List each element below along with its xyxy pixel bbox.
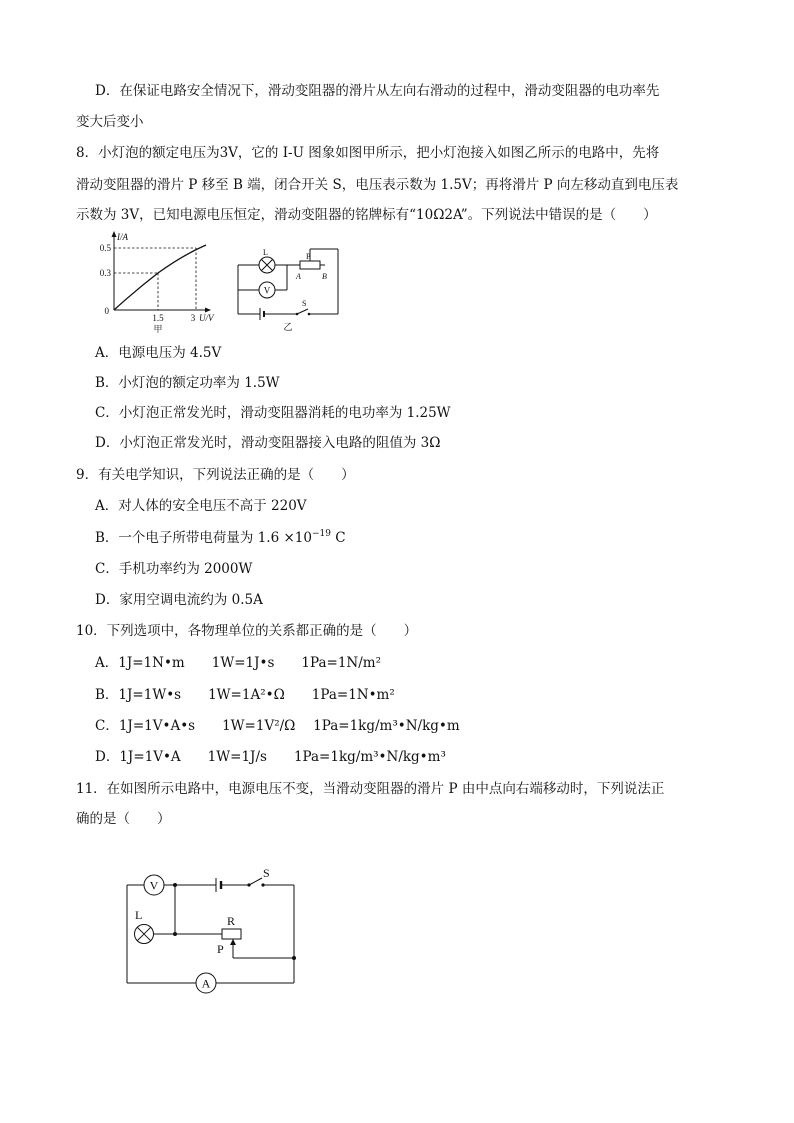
end-b-label: B xyxy=(322,272,327,281)
q9-option-c: C．手机功率约为 2000W xyxy=(95,561,253,577)
q9-option-b xyxy=(95,528,346,548)
voltmeter-label: V xyxy=(263,285,271,296)
slider-label: P xyxy=(217,942,224,956)
q8-figure-yi-circuit xyxy=(230,240,345,330)
q8-stem-line2: 滑动变阻器的滑片 P 移至 B 端，闭合开关 S，电压表示数为 1.5V；再将滑片 P 向左移动直到电压表 xyxy=(76,177,679,193)
y-tick-0-3: 0.3 xyxy=(99,268,111,278)
q10-option-a: A．1J=1N•m 1W=1J•s 1Pa=1N/m² xyxy=(95,655,381,671)
q8-stem-line3: 示数为 3V，已知电源电压恒定，滑动变阻器的铭牌标有“10Ω2A”。下列说法中错误的是（ ） xyxy=(76,207,657,223)
q11-stem-line1: 11．在如图所示电路中，电源电压不变，当滑动变阻器的滑片 P 由中点向右端移动时，下列说法正 xyxy=(76,781,665,797)
rheostat-label: P xyxy=(306,252,311,261)
q8-figure-jia-iu-graph xyxy=(88,228,218,338)
q9-option-a: A．对人体的安全电压不高于 220V xyxy=(95,498,307,514)
x-axis-label: U/V xyxy=(199,313,214,323)
switch-label: S xyxy=(263,866,270,880)
figure-caption-yi: 乙 xyxy=(283,322,293,332)
q7-option-d-line2: 变大后变小 xyxy=(76,114,144,130)
q9-option-b-unit: C xyxy=(330,530,346,546)
q11-stem-line2: 确的是（ ） xyxy=(76,811,171,827)
x-tick-0: 0 xyxy=(104,306,109,316)
x-tick-1-5: 1.5 xyxy=(152,313,164,323)
y-axis-label: I/A xyxy=(117,232,128,242)
q10-option-d: D．1J=1V•A 1W=1J/s 1Pa=1kg/m³•N/kg•m³ xyxy=(95,749,446,765)
q10-stem: 10．下列选项中，各物理单位的关系都正确的是（ ） xyxy=(76,623,418,639)
q10-option-c: C．1J=1V•A•s 1W=1V²/Ω 1Pa=1kg/m³•N/kg•m xyxy=(95,718,460,734)
ammeter-label: A xyxy=(201,976,211,991)
q9-stem: 9．有关电学知识，下列说法正确的是（ ） xyxy=(76,467,355,483)
switch-icon xyxy=(249,878,262,885)
q8-option-a: A．电源电压为 4.5V xyxy=(95,345,222,361)
figure-caption-jia: 甲 xyxy=(153,324,163,334)
voltmeter-label: V xyxy=(149,878,159,893)
lamp-label: L xyxy=(135,908,143,922)
end-a-label: A xyxy=(296,272,301,281)
y-tick-0-5: 0.5 xyxy=(99,243,111,253)
q9-option-b-exponent: −19 xyxy=(311,529,331,539)
q8-stem-line1: 8．小灯泡的额定电压为3V，它的 I-U 图象如图甲所示，把小灯泡接入如图乙所示的电路中，先将 xyxy=(76,145,660,161)
lamp-label: L xyxy=(263,248,268,257)
q11-circuit-figure xyxy=(120,863,305,998)
rheostat-label: R xyxy=(227,914,236,928)
switch-icon xyxy=(297,309,308,314)
q9-option-b-text: B．一个电子所带电荷量为 1.6 ×10 xyxy=(95,530,312,546)
rheostat-icon xyxy=(222,929,241,939)
rheostat-icon xyxy=(300,261,320,269)
q8-option-d: D．小灯泡正常发光时，滑动变阻器接入电路的阻值为 3Ω xyxy=(95,435,441,451)
q10-option-b: B．1J=1W•s 1W=1A²•Ω 1Pa=1N•m² xyxy=(95,687,395,703)
q8-option-b: B．小灯泡的额定功率为 1.5W xyxy=(95,375,280,391)
q8-option-c: C．小灯泡正常发光时，滑动变阻器消耗的电功率为 1.25W xyxy=(95,405,451,421)
q9-option-d: D．家用空调电流约为 0.5A xyxy=(95,592,263,608)
slider-arrow-icon xyxy=(230,939,236,945)
q7-option-d-line1: D．在保证电路安全情况下，滑动变阻器的滑片从左向右滑动的过程中，滑动变阻器的电功率先 xyxy=(95,83,660,99)
switch-label: S xyxy=(302,299,307,308)
x-tick-3: 3 xyxy=(190,313,196,323)
